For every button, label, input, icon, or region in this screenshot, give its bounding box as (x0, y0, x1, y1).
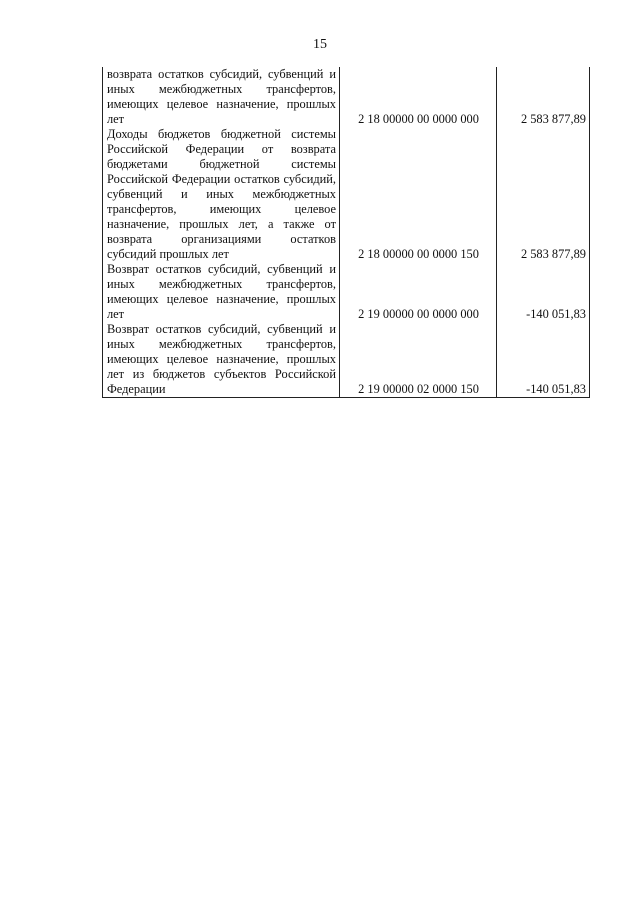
revenue-name-cell: Возврат остатков субсидий, субвенций и иных межбюджетных трансфертов, имеющих целевое назначение, прошлых лет (103, 262, 340, 322)
table-row (103, 262, 590, 322)
budget-code-cell: 2 18 00000 00 0000 150 (340, 127, 497, 262)
amount-cell: -140 051,83 (497, 322, 590, 398)
budget-table-body (103, 67, 590, 398)
revenue-name-cell: возврата остатков субсидий, субвенций и иных межбюджетных трансфертов, имеющих целевое назначение, прошлых лет (103, 67, 340, 127)
table-row (103, 127, 590, 262)
budget-code-cell: 2 18 00000 00 0000 000 (340, 67, 497, 127)
revenue-name-cell: Возврат остатков субсидий, субвенций и иных межбюджетных трансфертов, имеющих целевое назначение, прошлых лет из бюджетов субъектов Российской Федерации (103, 322, 340, 398)
table-row (103, 322, 590, 398)
amount-cell: -140 051,83 (497, 262, 590, 322)
budget-table (102, 67, 590, 398)
table-row (103, 67, 590, 127)
page-number: 15 (313, 37, 327, 52)
budget-code-cell: 2 19 00000 00 0000 000 (340, 262, 497, 322)
revenue-name-cell: Доходы бюджетов бюджетной системы Российской Федерации от возврата бюджетами бюджетной системы Российской Федерации остатков субсидий, субвенций и иных межбюджетных трансфертов, имеющих целевое назначение, прошлых лет, а также от возврата организациями остатков субсидий прошлых лет (103, 127, 340, 262)
amount-cell: 2 583 877,89 (497, 127, 590, 262)
budget-code-cell: 2 19 00000 02 0000 150 (340, 322, 497, 398)
amount-cell: 2 583 877,89 (497, 67, 590, 127)
